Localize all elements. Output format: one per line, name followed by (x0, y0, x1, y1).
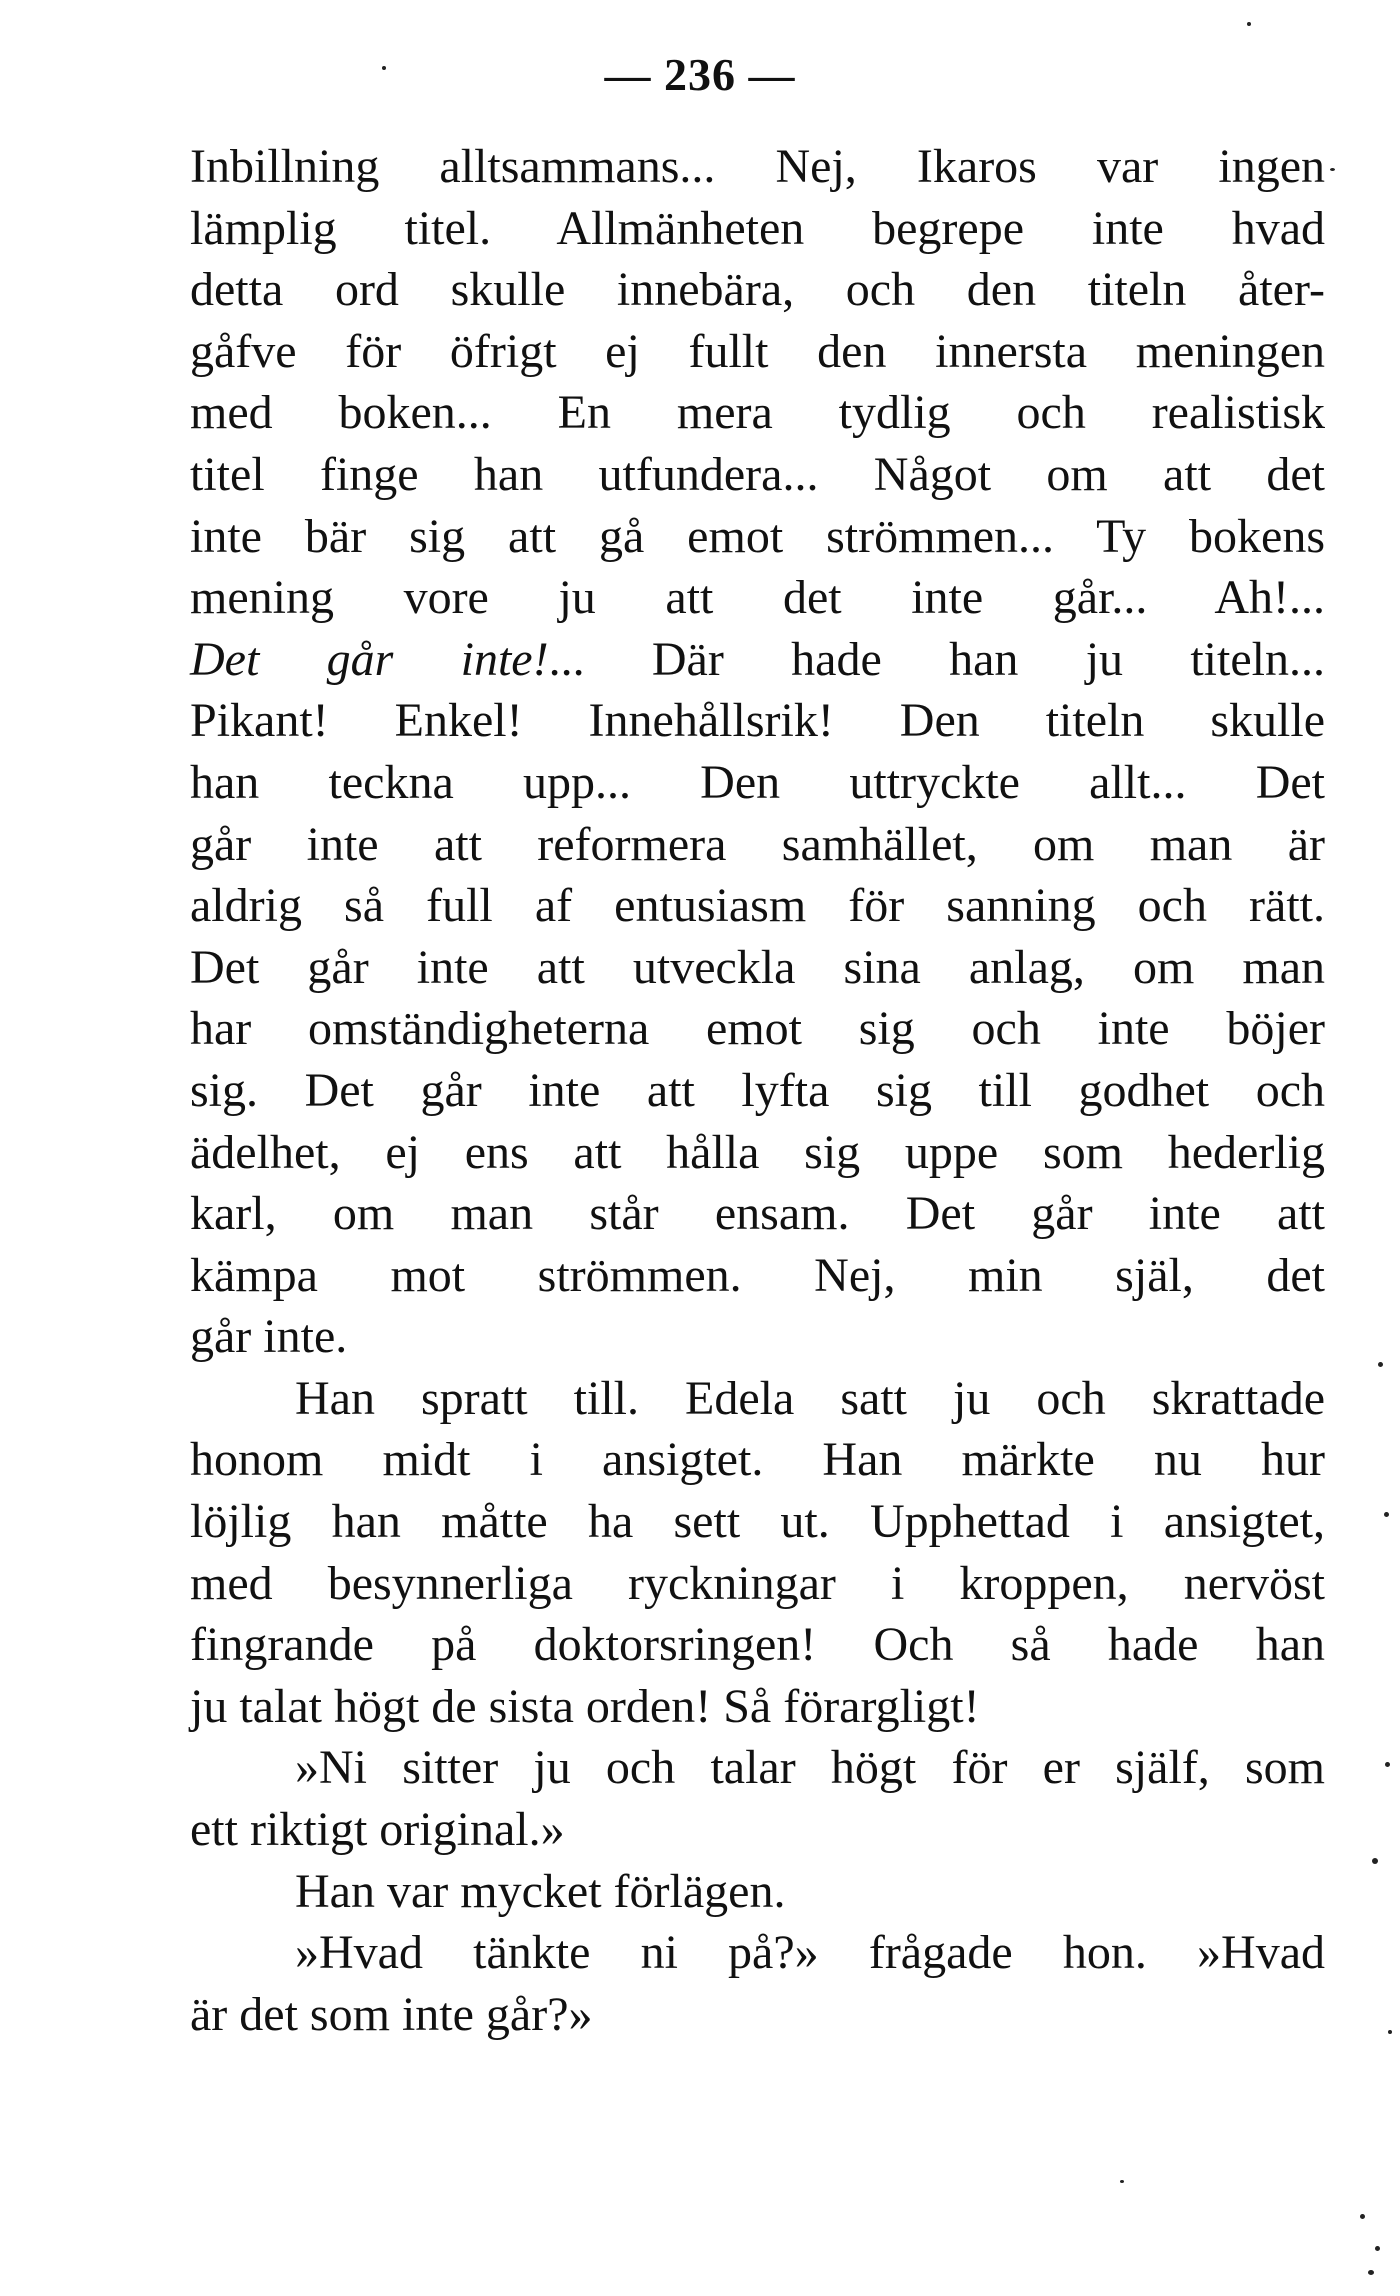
scan-speck (1375, 2246, 1380, 2251)
text-line: lämplig titel. Allmänheten begrepe inte hvad (190, 201, 1325, 255)
line-remainder: ... Där hade han ju titeln... (548, 632, 1325, 686)
text-line: med boken... En mera tydlig och realistisk (190, 386, 1325, 440)
scan-speck (1330, 168, 1335, 171)
scan-speck (1385, 1762, 1390, 1767)
scan-speck (1372, 1858, 1378, 1864)
text-line: Pikant! Enkel! Innehållsrik! Den titeln skulle (190, 694, 1325, 748)
text-line: Inbillning alltsammans... Nej, Ikaros var ingen (190, 140, 1325, 193)
scan-speck (1378, 1362, 1383, 1367)
text-line: ädelhet, ej ens att hålla sig uppe som hederlig (190, 1125, 1325, 1179)
text-line: går inte att reformera samhället, om man är (190, 817, 1325, 871)
text-line: är det som inte går?» (190, 1987, 593, 2041)
text-line: löjlig han måtte ha sett ut. Upphettad i ansigtet, (190, 1495, 1325, 1549)
scan-speck (1368, 2270, 1374, 2275)
text-line: kämpa mot strömmen. Nej, min själ, det (190, 1248, 1325, 1302)
italic-phrase: Det går inte! (190, 632, 549, 686)
scan-speck (1360, 2214, 1365, 2219)
text-line: Han spratt till. Edela satt ju och skrattade (295, 1371, 1325, 1425)
text-line: gåfve för öfrigt ej fullt den innersta meningen (190, 324, 1325, 378)
scan-speck (1384, 1512, 1389, 1517)
text-line: med besynnerliga ryckningar i kroppen, nervöst (190, 1556, 1325, 1610)
text-line: titel finge han utfundera... Något om att det (190, 447, 1325, 501)
scan-speck (1247, 22, 1251, 26)
text-line: aldrig så full af entusiasm för sanning och rätt. (190, 879, 1325, 933)
text-line: Det går inte att utveckla sina anlag, om man (190, 940, 1325, 994)
scan-speck (382, 66, 386, 70)
text-line: inte bär sig att gå emot strömmen... Ty bokens (190, 509, 1325, 563)
text-line: mening vore ju att det inte går... Ah!... (190, 571, 1325, 625)
text-line: »Ni sitter ju och talar högt för er själf, som (295, 1741, 1325, 1795)
text-line: han teckna upp... Den uttryckte allt... Det (190, 755, 1325, 809)
text-line: detta ord skulle innebära, och den titeln åter- (190, 263, 1325, 317)
text-line: har omständigheterna emot sig och inte böjer (190, 1002, 1325, 1056)
body-text (190, 136, 1325, 2045)
text-line: går inte. (190, 1310, 348, 1364)
text-line: ju talat högt de sista orden! Så förargligt! (190, 1679, 980, 1733)
text-line: karl, om man står ensam. Det går inte att (190, 1187, 1325, 1241)
text-line: »Hvad tänkte ni på?» frågade hon. »Hvad (295, 1926, 1325, 1980)
scan-speck (1120, 2180, 1124, 2183)
text-line: Han var mycket förlägen. (295, 1864, 786, 1918)
text-line: fingrande på doktorsringen! Och så hade han (190, 1618, 1325, 1672)
text-line (190, 629, 1325, 691)
text-line: sig. Det går inte att lyfta sig till godhet och (190, 1063, 1325, 1117)
page-number: — 236 — (604, 49, 796, 100)
text-line: honom midt i ansigtet. Han märkte nu hur (190, 1433, 1325, 1487)
text-line: ett riktigt original.» (190, 1803, 565, 1857)
scan-speck (1388, 2030, 1392, 2034)
